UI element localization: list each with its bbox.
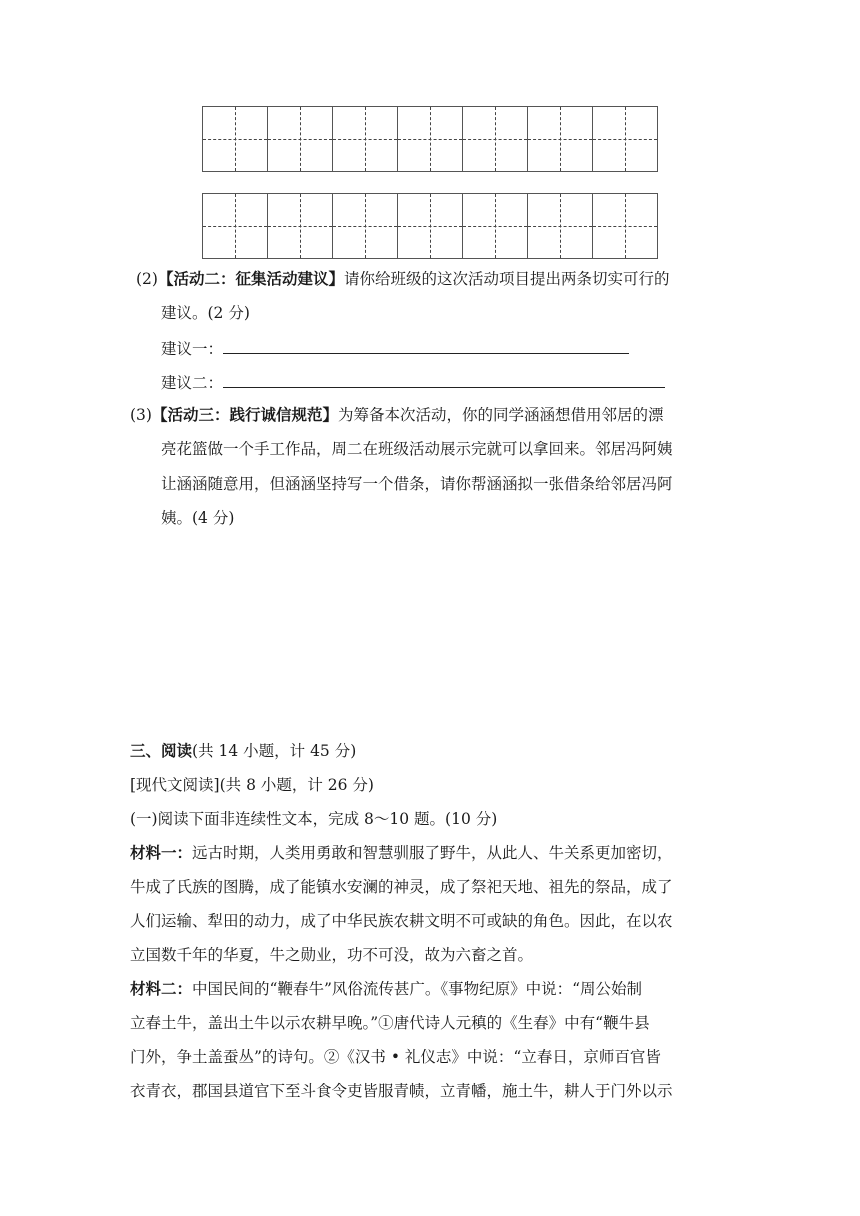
q3-tag: 【活动三：践行诚信规范】	[151, 406, 338, 424]
q2-line-2	[161, 303, 250, 323]
q3-text-2: 亮花篮做一个手工作品，周二在班级活动展示完就可以拿回来。邻居冯阿姨	[161, 440, 673, 458]
material-2-text-1: 中国民间的“鞭春牛”风俗流传甚广。《事物纪原》中说：“周公始制	[192, 980, 643, 998]
q2-text-1: 请你给班级的这次活动项目提出两条切实可行的	[343, 270, 670, 288]
grid-cell	[593, 194, 657, 258]
q3-line-4	[161, 508, 234, 528]
suggestion-1-label: 建议一：	[161, 340, 224, 358]
grid-cell	[593, 107, 657, 171]
material-1-line-2: 牛成了氏族的图腾，成了能镇水安澜的神灵，成了祭祀天地、祖先的祭品，成了	[130, 878, 673, 896]
section-3-title-rest: (共 14 小题，计 45 分)	[192, 742, 357, 760]
q3-line-3	[161, 474, 673, 494]
answer-space[interactable]	[130, 540, 730, 730]
writing-grid-row-1	[202, 106, 658, 172]
material-1-line-4: 立国数千年的华夏，牛之勋业，功不可没，故为六畜之首。	[130, 946, 534, 964]
grid-cell	[463, 194, 528, 258]
suggestion-1-blank[interactable]	[223, 337, 629, 354]
q3-text-1: 为筹备本次活动，你的同学涵涵想借用邻居的漂	[337, 406, 664, 424]
q3-line-2	[161, 439, 673, 459]
suggestion-2-label: 建议二：	[161, 374, 224, 392]
suggestion-2-blank[interactable]	[223, 371, 665, 388]
grid-cell	[333, 107, 398, 171]
section-3-title-bold: 三、阅读	[130, 742, 193, 760]
q2-tag: 【活动二：征集活动建议】	[157, 270, 344, 288]
grid-cell	[268, 194, 333, 258]
material-2-label: 材料二：	[130, 980, 193, 998]
grid-cell	[268, 107, 333, 171]
grid-cell	[463, 107, 528, 171]
material-1-line-1	[130, 843, 673, 863]
material-1-text-1: 远古时期，人类用勇敢和智慧驯服了野牛，从此人、牛关系更加密切，	[192, 844, 673, 862]
modern-reading-heading: [现代文阅读](共 8 小题，计 26 分)	[130, 776, 374, 794]
material-2-line-2: 立春土牛，盖出土牛以示农耕早晚。”①唐代诗人元稹的《生春》中有“鞭牛县	[130, 1014, 650, 1032]
q3-number: (3)	[130, 406, 152, 424]
grid-cell	[203, 107, 268, 171]
grid-cell	[398, 107, 463, 171]
material-2-line-3: 门外，争土盖蚕丛”的诗句。②《汉书 • 礼仪志》中说：“立春日，京师百官皆	[130, 1048, 661, 1066]
q3-line-1	[130, 405, 664, 425]
grid-cell	[333, 194, 398, 258]
q2-text-2: 建议。(2 分)	[161, 304, 250, 322]
writing-grid-row-2	[202, 193, 658, 259]
material-1-line-3: 人们运输、犁田的动力，成了中华民族农耕文明不可或缺的角色。因此，在以农	[130, 912, 673, 930]
grid-cell	[203, 194, 268, 258]
q2-line-1	[136, 269, 670, 289]
grid-cell	[528, 194, 593, 258]
q3-text-4: 姨。(4 分)	[161, 509, 235, 527]
section-3-title	[130, 741, 356, 761]
q3-text-3: 让涵涵随意用，但涵涵坚持写一个借条，请你帮涵涵拟一张借条给邻居冯阿	[161, 475, 673, 493]
grid-cell	[528, 107, 593, 171]
part-1-instruction: (一)阅读下面非连续性文本，完成 8～10 题。(10 分)	[130, 810, 498, 828]
suggestion-1	[161, 337, 629, 359]
material-2-line-4: 衣青衣，郡国县道官下至斗食令吏皆服青帻，立青幡，施土牛，耕人于门外以示	[130, 1082, 673, 1100]
q2-number: (2)	[136, 270, 158, 288]
suggestion-2	[161, 371, 665, 393]
material-2-line-1	[130, 979, 642, 999]
grid-cell	[398, 194, 463, 258]
material-1-label: 材料一：	[130, 844, 193, 862]
